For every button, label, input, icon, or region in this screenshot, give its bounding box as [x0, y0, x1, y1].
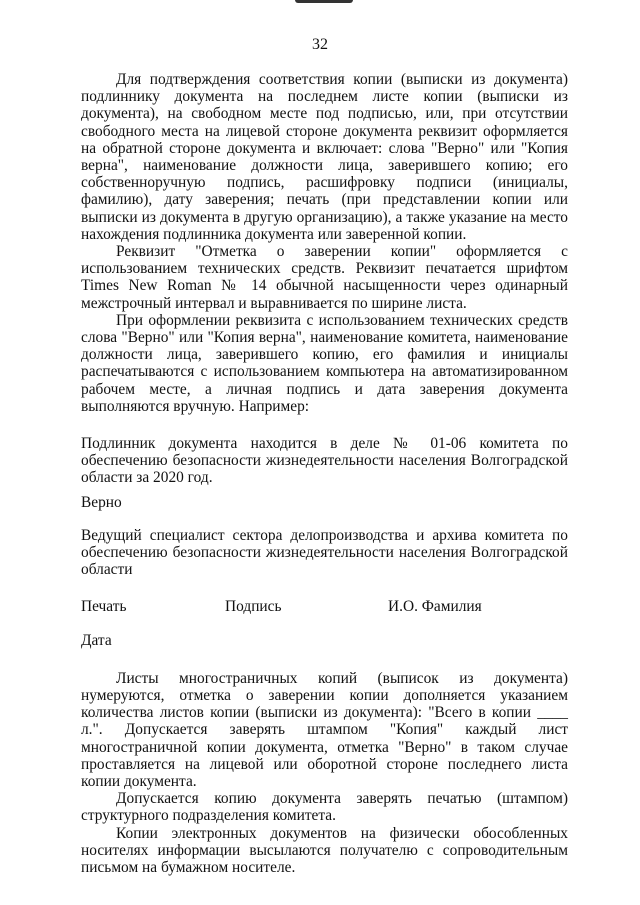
paragraph-requisite-formatting: При оформлении реквизита с использованием технических средств слова "Верно" или "Копия верна", наименование комитета, наименование должности лица, заверившего копию, его фамилия и инициалы распечатываются с использованием компьютера на автоматизированном рабочем месте, а личная подпись и дата заверения документа выполняются вручную. Например:	[81, 311, 568, 415]
top-edge-mark	[295, 0, 353, 3]
example-signature-label: Подпись	[225, 598, 282, 616]
example-signature-row	[81, 598, 568, 616]
example-stamp-label: Печать	[81, 598, 127, 616]
document-body	[81, 71, 568, 876]
paragraph-multipage-copies: Листы многостраничных копий (выписок из документа) нумеруются, отметка о заверении копии дополняется указанием количества листов копии (выписки из документа): "Всего в копии ____ л.". Допускается заверять штампом "Копия" каждый лист многостраничной копии документа, отметка "Верно" в таком случае проставляется на лицевой или оборотной стороне последнего листа копии документа.	[81, 669, 568, 790]
paragraph-requisite-technical: Реквизит "Отметка о заверении копии" оформляется с использованием технических средств. Реквизит печатается шрифтом Times New Roman № 14 обычной насыщенности через одинарный межстрочный интервал и выравнивается по ширине листа.	[81, 243, 568, 312]
spacer	[81, 511, 568, 527]
spacer	[81, 578, 568, 598]
spacer	[81, 487, 568, 494]
example-position-title: Ведущий специалист сектора делопроизводства и архива комитета по обеспечению безопасности жизнедеятельности населения Волгоградской области	[81, 526, 568, 579]
paragraph-copy-verification: Для подтверждения соответствия копии (выписки из документа) подлиннику документа на последнем листе копии (выписки из документа), на свободном месте под подписью, или, при отсутствии свободного места на лицевой стороне документа реквизит оформляется на обратной стороне документа и включает: слова "Верно" или "Копия верна", наименование должности лица, заверившего копию; его собственноручную подпись, расшифровку подписи (инициалы, фамилию), дату заверения; печать (при представлении копии или выписки из документа в другую организацию), а также указание на место нахождения подлинника документа или заверенной копии.	[81, 71, 568, 243]
example-date-label: Дата	[81, 632, 112, 650]
example-name-label: И.О. Фамилия	[388, 598, 482, 616]
page-number: 32	[312, 36, 328, 53]
example-verno: Верно	[81, 493, 122, 511]
paragraph-electronic-copies: Копии электронных документов на физически обособленных носителях информации высылаются получателю с сопроводительным письмом на бумажном носителе.	[81, 824, 568, 876]
paragraph-stamp-certification: Допускается копию документа заверять печатью (штампом) структурного подразделения комитета.	[81, 790, 568, 825]
example-original-location: Подлинник документа находится в деле № 01-06 комитета по обеспечению безопасности жизнедеятельности населения Волгоградской области за 2020 год.	[81, 435, 568, 487]
spacer	[81, 415, 568, 435]
spacer	[81, 616, 568, 632]
spacer	[81, 650, 568, 670]
